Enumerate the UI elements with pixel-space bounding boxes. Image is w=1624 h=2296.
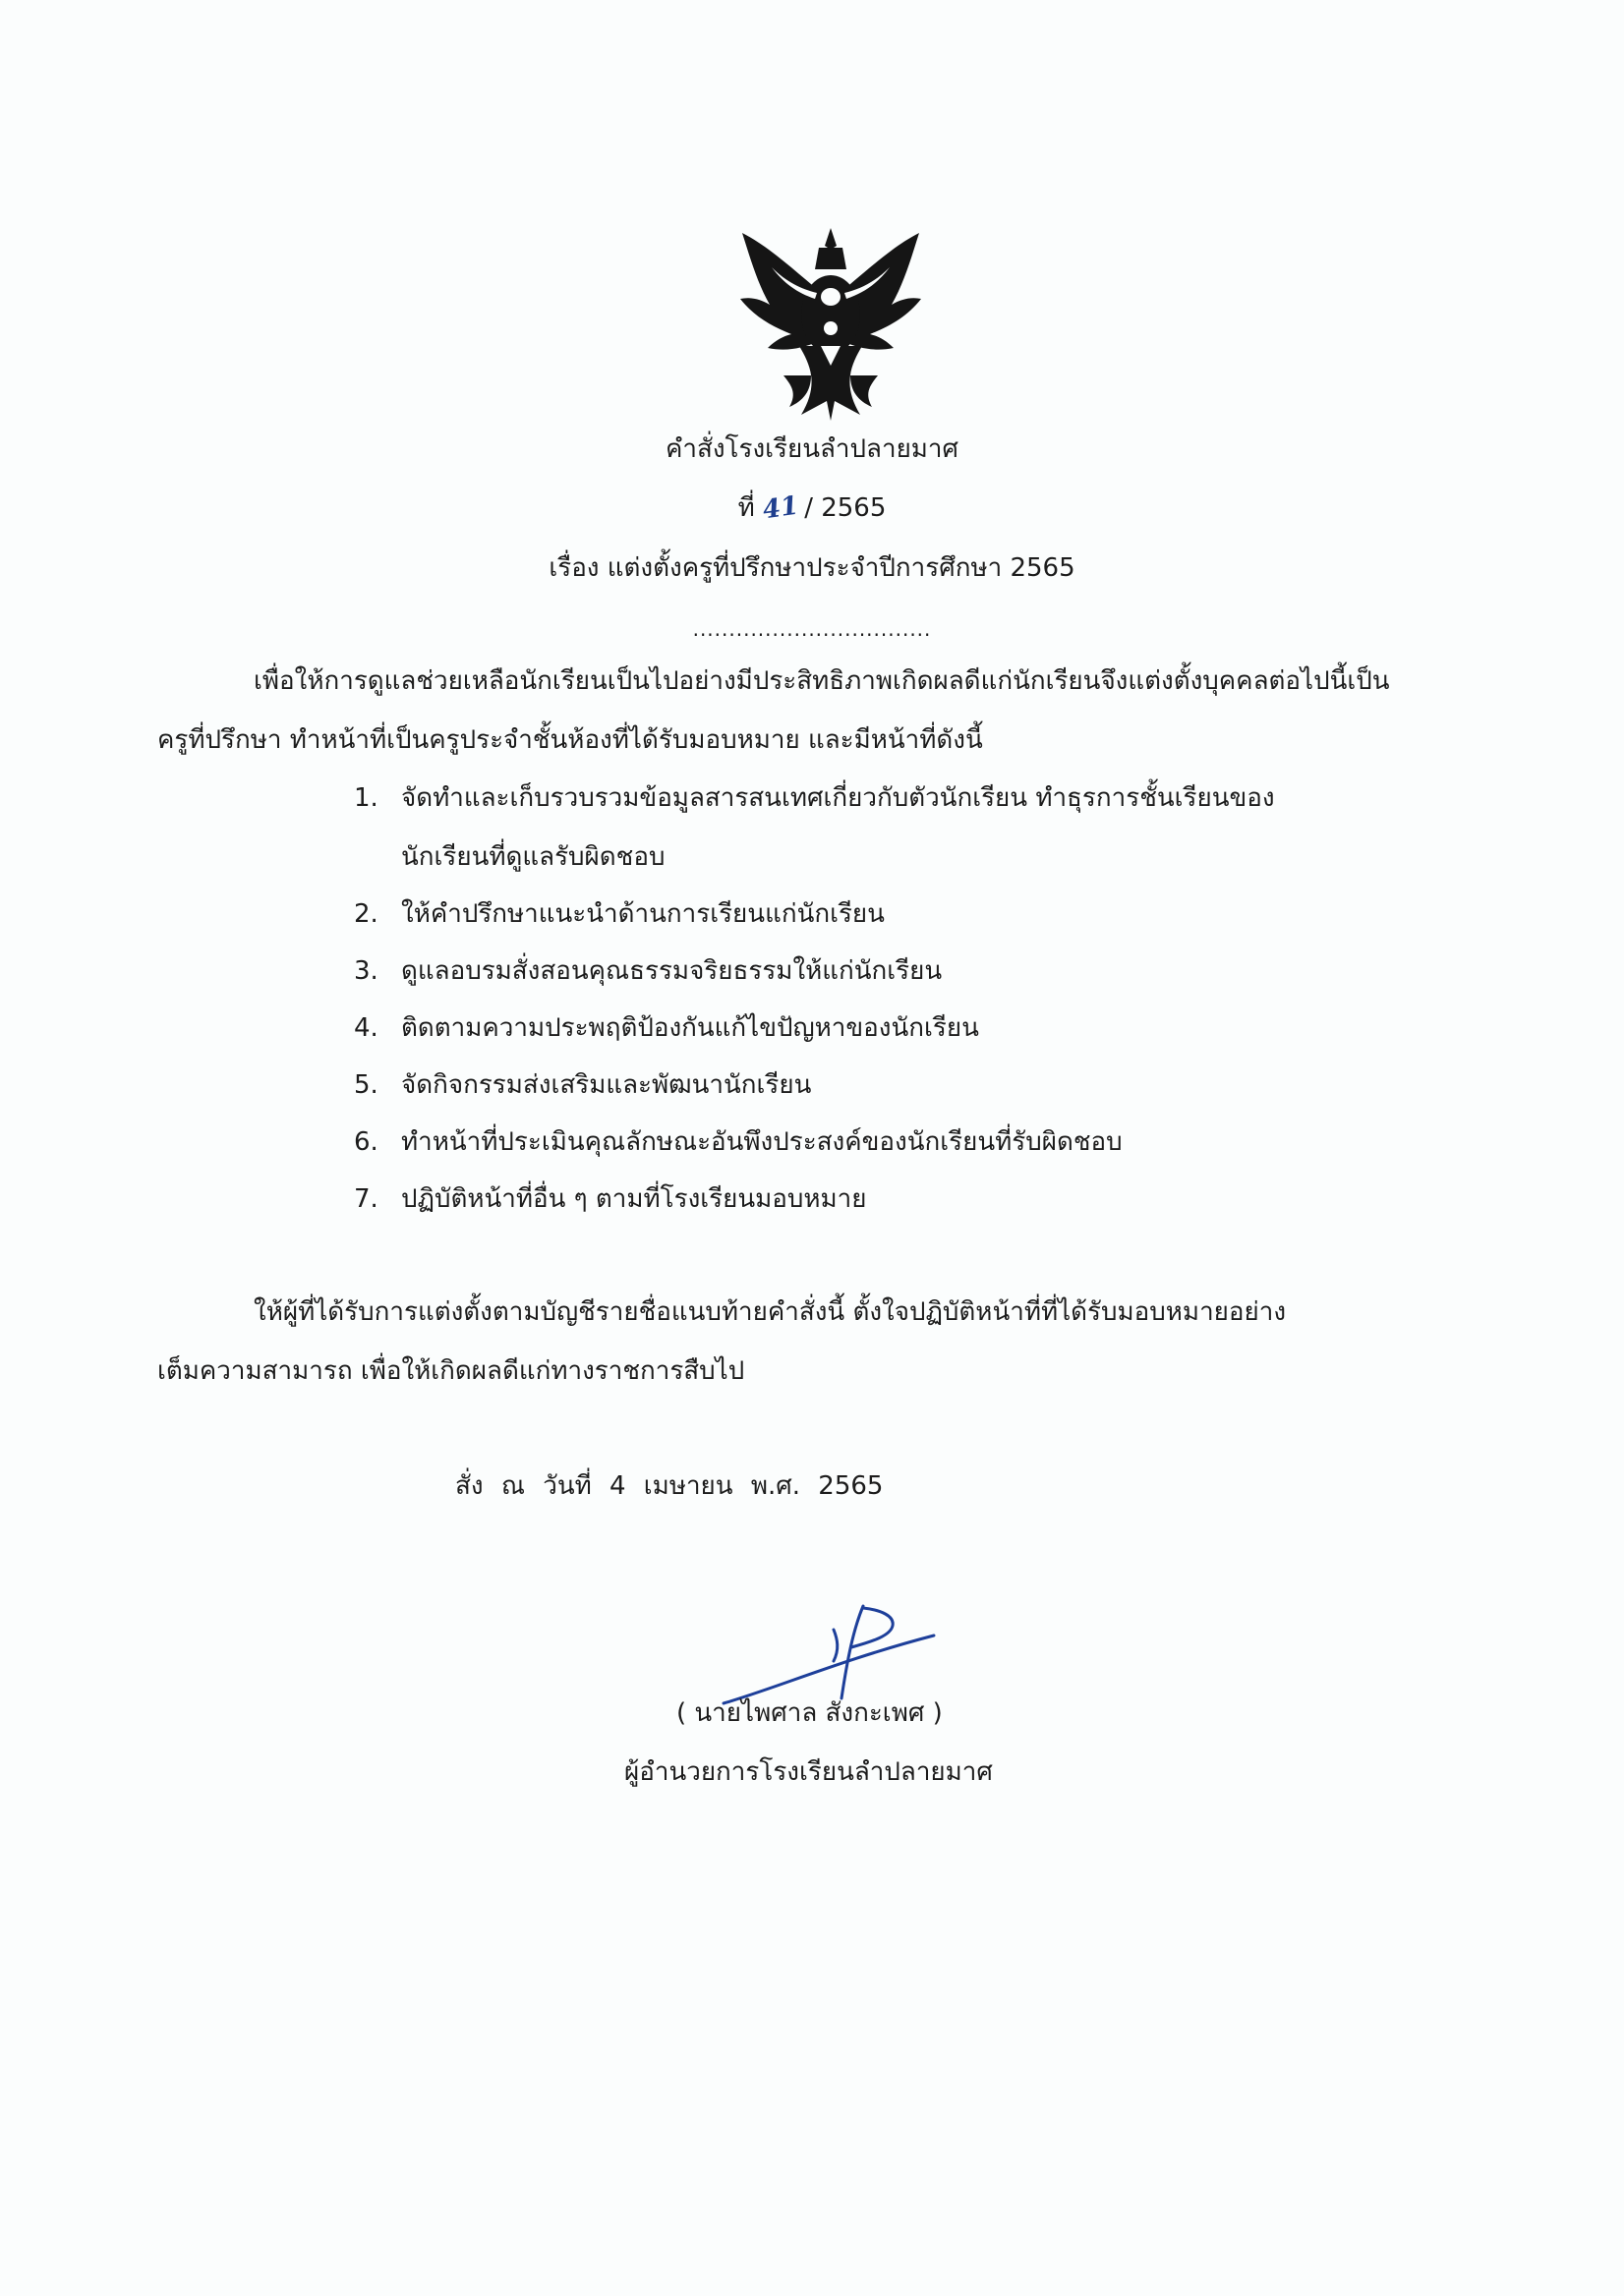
duty-item-number: 3. (354, 956, 378, 986)
order-number-handwritten: 41 (761, 490, 801, 526)
signer-name: ( นายไพศาล สังกะเพศ ) (676, 1698, 943, 1728)
closing-paragraph-line-1: ให้ผู้ที่ได้รับการแต่งตั้งตามบัญชีรายชื่อแนบท้ายคำสั่งนี้ ตั้งใจปฏิบัติหน้าที่ที่ได้รับมอบหมายอย่าง (254, 1297, 1287, 1327)
signer-position: ผู้อำนวยการโรงเรียนลำปลายมาศ (624, 1757, 993, 1787)
duty-item-number: 6. (354, 1127, 378, 1157)
duty-item-text: จัดทำและเก็บรวบรวมข้อมูลสารสนเทศเกี่ยวกับตัวนักเรียน ทำธุรการชั้นเรียนของ (401, 783, 1275, 813)
duty-item-number: 4. (354, 1013, 378, 1043)
duty-item-number: 7. (354, 1184, 378, 1214)
duty-item-number: 1. (354, 783, 378, 813)
intro-paragraph-line-1: เพื่อให้การดูแลช่วยเหลือนักเรียนเป็นไปอย่างมีประสิทธิภาพเกิดผลดีแก่นักเรียนจึงแต่งตั้งบุคคลต่อไปนี้เป็น (254, 666, 1390, 696)
garuda-emblem-icon (732, 228, 929, 421)
order-title: คำสั่งโรงเรียนลำปลายมาศ (665, 434, 959, 464)
order-number-suffix: / 2565 (804, 493, 887, 523)
order-subject: เรื่อง แต่งตั้งครูที่ปรึกษาประจำปีการศึกษา 2565 (549, 553, 1075, 583)
duty-item-text: ให้คำปรึกษาแนะนำด้านการเรียนแก่นักเรียน (401, 899, 885, 929)
closing-paragraph-line-2: เต็มความสามารถ เพื่อให้เกิดผลดีแก่ทางราชการสืบไป (157, 1356, 745, 1386)
duty-item-text: ดูแลอบรมสั่งสอนคุณธรรมจริยธรรมให้แก่นักเรียน (401, 956, 943, 986)
divider-dots: ................................. (692, 617, 932, 641)
duty-item-text-continued: นักเรียนที่ดูแลรับผิดชอบ (401, 842, 666, 872)
duty-item-text: ติดตามความประพฤติป้องกันแก้ไขปัญหาของนักเรียน (401, 1013, 979, 1043)
intro-paragraph-line-2: ครูที่ปรึกษา ทำหน้าที่เป็นครูประจำชั้นห้องที่ได้รับมอบหมาย และมีหน้าที่ดังนี้ (157, 725, 983, 755)
duty-item-number: 5. (354, 1070, 378, 1100)
duty-item-text: ทำหน้าที่ประเมินคุณลักษณะอันพึงประสงค์ของนักเรียนที่รับผิดชอบ (401, 1127, 1123, 1157)
duty-item-text: จัดกิจกรรมส่งเสริมและพัฒนานักเรียน (401, 1070, 812, 1100)
order-number (0, 488, 1624, 528)
duty-item-number: 2. (354, 899, 378, 929)
duty-item-text: ปฏิบัติหน้าที่อื่น ๆ ตามที่โรงเรียนมอบหมาย (401, 1184, 867, 1214)
order-number-prefix: ที่ (737, 493, 755, 523)
issue-date: สั่ง ณ วันที่ 4 เมษายน พ.ศ. 2565 (455, 1471, 884, 1501)
handwritten-signature (716, 1600, 942, 1708)
